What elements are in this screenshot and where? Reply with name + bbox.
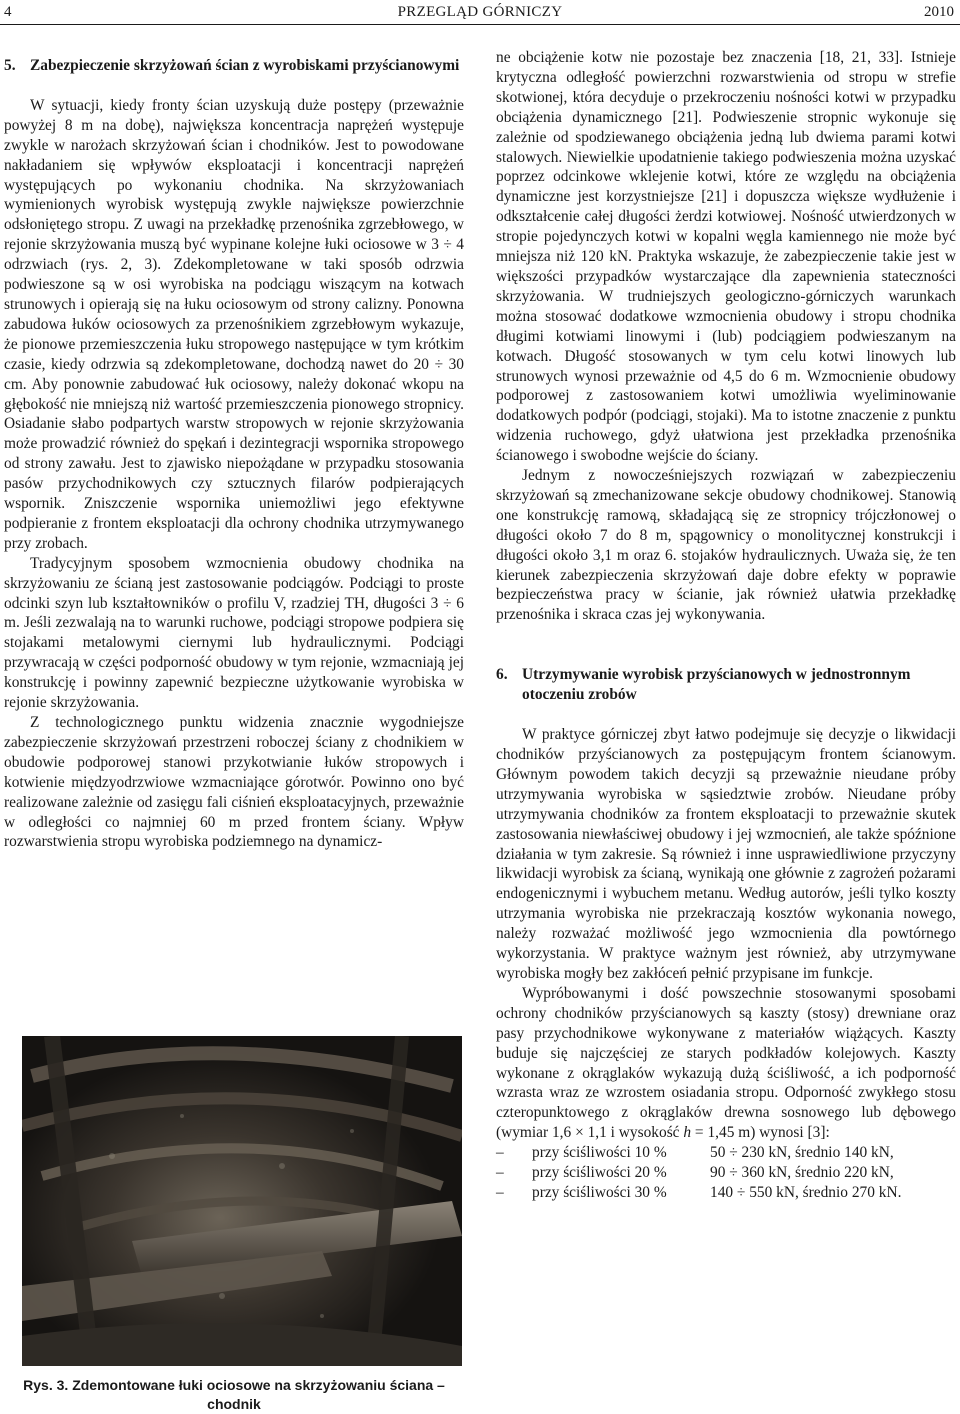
heading-spacer — [4, 76, 464, 96]
section-6-title: Utrzymywanie wyrobisk przyścianowych w jednostronnym otoczeniu zrobów — [522, 666, 911, 704]
list-item-label: przy ściśliwości 30 % — [532, 1183, 667, 1201]
left-column — [4, 56, 464, 852]
list-item-value: 90 ÷ 360 kN, średnio 220 kN, — [710, 1164, 894, 1182]
figure-caption-text: Zdemontowane łuki ociosowe na skrzyżowaniu ściana – chodnik — [72, 1377, 445, 1412]
sensitivity-list — [496, 1143, 956, 1203]
figure-3-photo — [22, 1036, 462, 1366]
running-header — [0, 0, 960, 24]
list-item-label: przy ściśliwości 10 % — [532, 1144, 667, 1162]
section-5-heading — [4, 56, 464, 76]
list-item — [496, 1143, 956, 1163]
section-5-paragraph-1: W sytuacji, kiedy fronty ścian uzyskują duże postępy (przeważnie powyżej 8 m na dobę), największa koncentracja naprężeń występuje zwykle w narożach skrzyżowań ścian i chodników. Jest to powodowane nakładaniem się wpływów eksploatacji i koncentracji naprężeń występujących po wykonaniu chodnika. Na skrzyżowaniach wymienionych wyrobisk występują zwykle największe powierzchnie odsłoniętego stropu. Z uwagi na przekładkę przenośnika zgrzebłowego, w rejonie skrzyżowania muszą być wypinane kolejne łuki ociosowe w 3 ÷ 4 odrzwiach (rys. 2, 3). Zdekompletowane w taki sposób odrzwia podwieszone są w osi wyrobiska na podciągu wiszącym na kotwach strunowych i opierają się na łuku ociosowym od strony calizny. Ponowna zabudowa łuków ociosowych za przenośnikiem zgrzebłowym wykazuje, że pionowe przemieszczenia łuku stropowego następujące w tym krótkim czasie, kiedy odrzwia są zdekompletowane, dochodzą nawet do 20 ÷ 30 cm. Aby ponownie zabudować łuk ociosowy, należy dokonać wkopu na głębokość nie mniejszą niż wartość przemieszczenia pionowego stropnicy. Osiadanie słabo podpartych warstw stropowych w rejonie skrzyżowania może prowadzić również do spękań i dezintegracji wspornika stropowego od strony zawału. Jest to zjawisko niepożądane w przypadku stosowania pasów przychodnikowych czy sztucznych filarów podpierających wspornik. Zniszczenie wspornika uniemożliwi jego efektywne podpieranie z frontem eksploatacji dla ochrony chodnika utrzymywanego przy zrobach. — [4, 96, 464, 552]
section-6-heading — [496, 665, 956, 705]
header-rule — [0, 24, 960, 25]
section-6-paragraph-1: W praktyce górniczej zbyt łatwo podejmuje się decyzje o likwidacji chodników przyścianowych za postępującym frontem ścianowym. Głównym powodem takich decyzji są przeważnie nieudane próby utrzymywania wyrobiska w sąsiedztwie zrobów. Nieudane próby utrzymywania chodników za frontem eksploatacji to przeważnie skutek zastosowania niewłaściwej obudowy i jej wzmocnień, ale także spóźnione działania w tym zakresie. Są również i inne usprawiedliwione przyczyny likwidacji wyrobisk za ścianą, wynikają one głównie z zagrożeń pożarami endogenicznymi i wybuchem metanu. Według autorów, jeśli tylko koszty utrzymania wyrobiska nie przekraczają kosztów wykonania nowego, należy rozważać możliwość jego wzmocnienia dla powtórnego wykorzystania. W praktyce ważnym jest również, aby utrzymywane wyrobiska mogły bez zakłóceń pełnić przypisane im funkcje. — [496, 726, 956, 982]
list-item — [496, 1183, 956, 1203]
figure-3-caption — [4, 1376, 464, 1414]
section-6-paragraph-2-text: Wypróbowanymi i dość powszechnie stosowanymi sposobami ochrony chodników przyścianowych są kaszty (stosy) drewniane oraz pasy przychodnikowe wykonywane z materiałów wiążących. Kaszty buduje się najczęściej ze starych podkładów kolejowych. Kaszty wykonane z okrąglaków wykazują dużą ściśliwość, a ich podporność wzrasta wraz ze wzrostem osiadania stropu. Odporność zwykłego stosu czteropunktowego z okrąglaków drewna sosnowego lub dębowego (wymiar 1,6 × 1,1 i wysokość — [496, 984, 956, 1142]
list-item — [496, 1163, 956, 1183]
list-item-value: 50 ÷ 230 kN, średnio 140 kN, — [710, 1144, 894, 1162]
publication-year: 2010 — [924, 4, 954, 20]
right-column — [496, 48, 956, 1203]
section-6-paragraph-2-end: = 1,45 m) wynosi [3]: — [691, 1124, 830, 1142]
mine-gallery-photo — [22, 1036, 462, 1366]
section-5-paragraph-3-part-2: ne obciążenie kotw nie pozostaje bez znaczenia [18, 21, 33]. Istnieje krytyczna odległość powierzchni rozwarstwienia od stropu w strefie skotwionej, która decyduje o przekroczeniu nośności kotwi w przypadku obciążenia dynamicznego [21]. Podwieszenie stropnic wykonuje się zależnie od spodziewanego obciążenia jedną lub dwiema parami kotwi stalowych. Niewielkie upodatnienie takiego podwieszenia można uzyskać poprzez odcinkowe wklejenie kotwi, które ze względu na obciążenia dynamiczne jest korzystniejsze [21] i dopuszcza większe wydłużenie i odkształcenie całej długości żerdzi kotwiowej. Nośność utwierdzonych w stropie pojedynczych kotwi w kopalni węgla kamiennego nie może być mniejsza niż 120 kN. Praktyka wskazuje, że zabezpieczenie takie jest w większości przypadków wystarczające dla zapewnienia stateczności skrzyżowania. W trudniejszych geologiczno-górniczych warunkach można stosować dodatkowe wzmocnienia obudowy i stropu chodnika długimi kotwiami linowymi i (lub) podciągiem podwieszanym na kotwach. Długość stosowanych w tym celu kotwi linowych lub strunowych wynosi przeważnie od 4,5 do 6 m. Wzmocnienie obudowy podporowej z zastosowaniem kotwi umożliwia wyeliminowanie dodatkowych podpór (podciągi, stojaki). Ma to istotne znaczenie z punktu widzenia ruchowego, gdyż ułatwiona jest przekładka przenośnika ścianowego i swobodne wejście do ściany. — [496, 49, 956, 465]
list-item-label: przy ściśliwości 20 % — [532, 1164, 667, 1182]
section-6-paragraph-2 — [496, 984, 956, 1143]
list-item-value: 140 ÷ 550 kN, średnio 270 kN. — [710, 1183, 902, 1201]
section-5-paragraph-3-part-1: Z technologicznego punktu widzenia znacznie wygodniejsze zabezpieczenie skrzyżowań przestrzeni roboczej ściany z chodnikiem w obudowie podporowej stanowi przykotwianie łuków stropowych i kotwienie międzyodrzwiowe wzmacniające górotwór. Powinno ono być realizowane zależnie od zasięgu fali ciśnień eksploatacyjnych, przeważnie w odległości co najmniej 60 m przed frontem ściany. Wpływ rozwarstwienia stropu wyrobiska podziemnego na dynamicz- — [4, 714, 464, 851]
journal-title: PRZEGLĄD GÓRNICZY — [397, 4, 563, 20]
section-5-paragraph-4: Jednym z nowocześniejszych rozwiązań w zabezpieczeniu skrzyżowań są zmechanizowane sekcje obudowy chodnikowej. Stanowią one konstrukcję ramową, składającą się ze stropnicy trójczłonowej o długości około 7 do 8 m, spągownicy o monolitycznej konstrukcji i długości około 3,1 m oraz 6. stojaków hydraulicznych. Uważa się, że ten kierunek zabezpieczenia skrzyżowań daje dobre efekty w poprawie bezpieczeństwa pracy w ścianie, jak również ułatwia przekładkę przenośnika i skraca czas jej wykonywania. — [496, 467, 956, 624]
figure-label: Rys. 3. — [23, 1377, 69, 1393]
section-5-number: 5. — [4, 57, 16, 74]
page-number: 4 — [4, 4, 12, 20]
section-5-title: Zabezpieczenie skrzyżowań ścian z wyrobiskami przyścianowymi — [30, 57, 460, 74]
list-dash: – — [496, 1144, 504, 1162]
section-5-paragraph-2: Tradycyjnym sposobem wzmocnienia obudowy chodnika na skrzyżowaniu ze ścianą jest zastosowanie podciągów. Podciągi to proste odcinki szyn lub kształtowników o profilu V, rzadziej TH, długości 3 ÷ 6 m. Jeśli zezwalają na to warunki ruchowe, podciągi stropowe podpiera się stojakami metalowymi ciernymi lub hydraulicznymi. Podciągi przywracają w części podporność obudowy w tym rejonie, wzmacniają jej konstrukcję i powinny zapewnić bezpieczne użytkowanie wyrobiska w rejonie skrzyżowania. — [4, 554, 464, 712]
heading-spacer — [496, 705, 956, 725]
height-variable: h — [683, 1124, 692, 1142]
list-dash: – — [496, 1183, 504, 1201]
list-dash: – — [496, 1164, 504, 1182]
section-6-number: 6. — [496, 666, 508, 684]
